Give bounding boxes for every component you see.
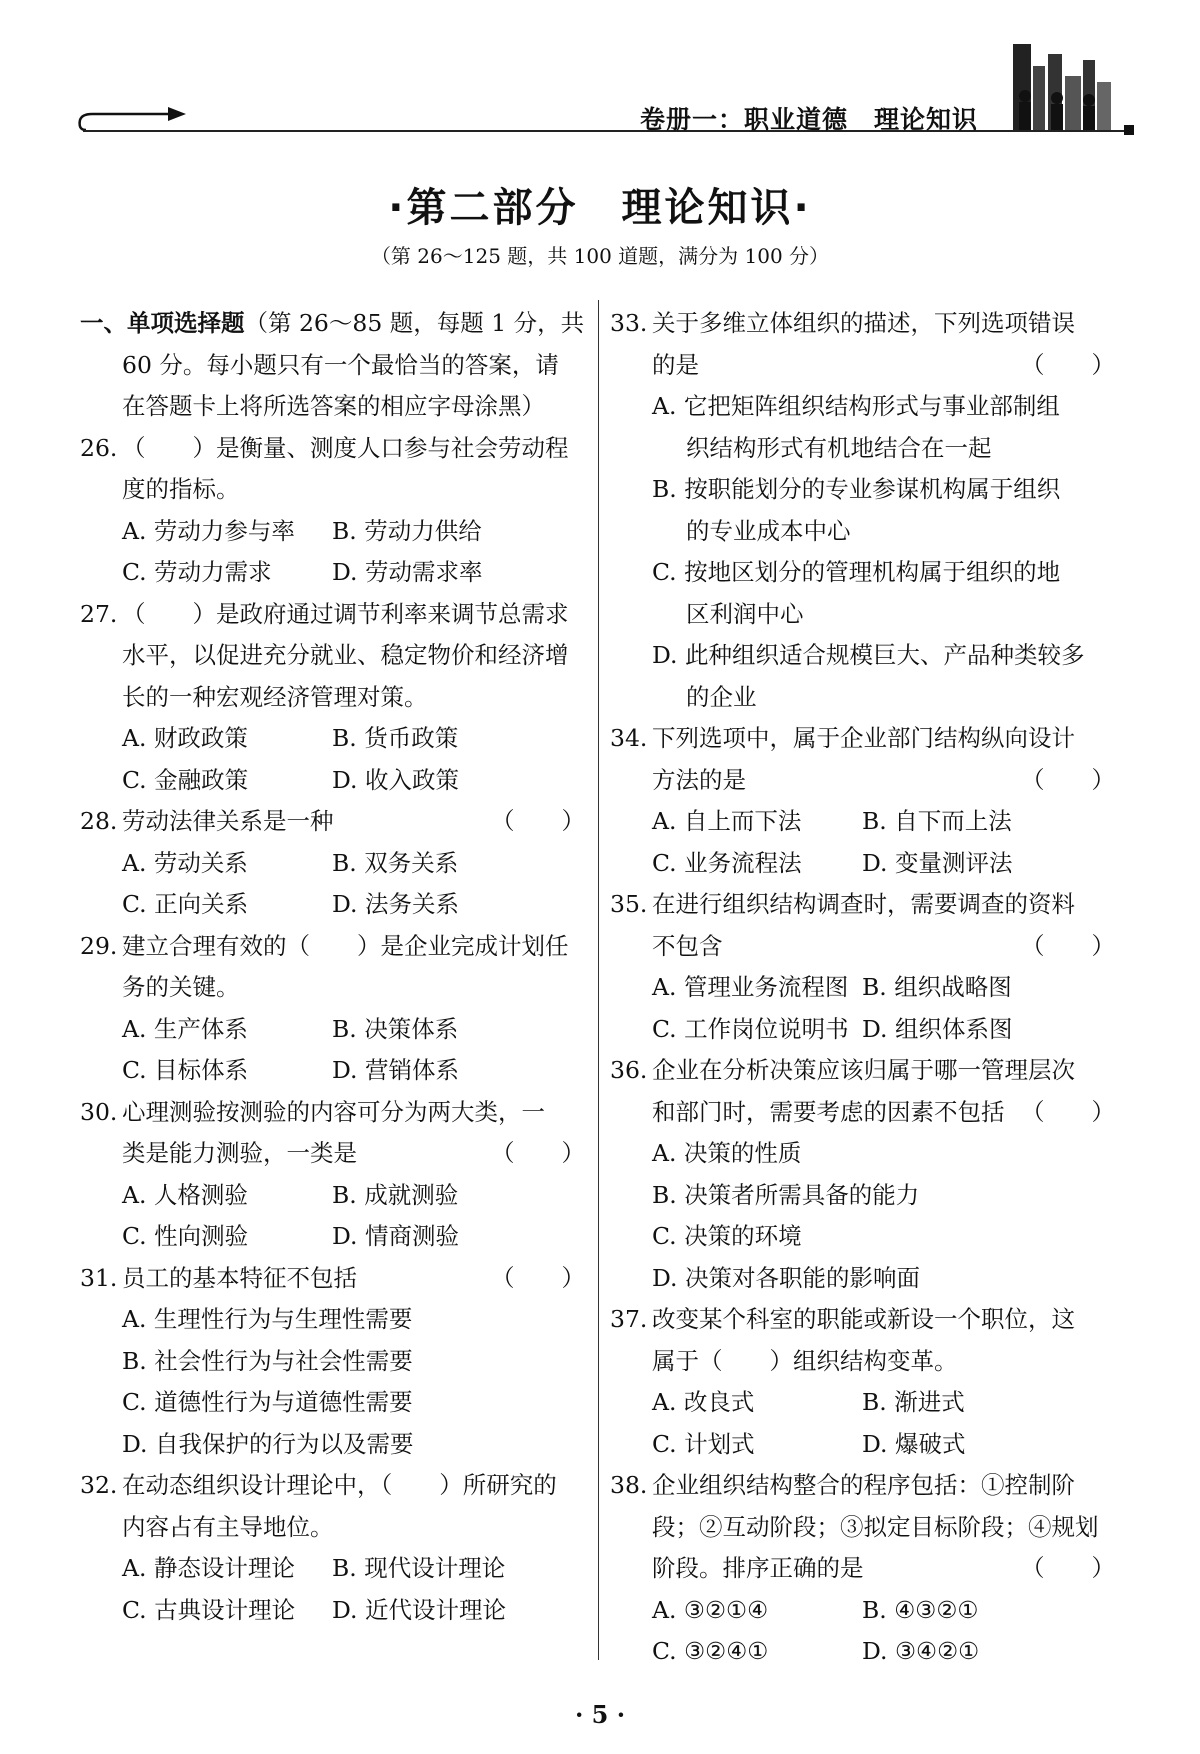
option-d: D. 情商测验 [332, 1222, 459, 1250]
question-text: 阶段。排序正确的是 [652, 1554, 864, 1582]
answer-blank: （ ） [699, 1346, 793, 1375]
question-26 [80, 428, 585, 470]
question-34 [610, 718, 1115, 760]
section-desc-2: 60 分。每小题只有一个最恰当的答案，请 [122, 350, 559, 379]
option-b: B. 自下而上法 [862, 807, 1012, 835]
option-d: D. 爆破式 [862, 1429, 966, 1458]
question-text-cont: 务的关键。 [122, 973, 240, 1001]
question-35 [610, 884, 1115, 926]
column-divider [598, 300, 599, 1660]
header-square-mark [1124, 125, 1134, 135]
options-row [610, 1590, 1115, 1632]
answer-blank: （ ） [286, 931, 381, 960]
option-b: B. ④③②① [862, 1595, 979, 1624]
option-c: C. 正向关系 [122, 890, 249, 918]
options-row [610, 1631, 1115, 1673]
options-row [80, 843, 585, 885]
question-number: 27. [80, 599, 118, 628]
question-text-cont: 长的一种宏观经济管理对策。 [122, 682, 428, 711]
option-d: D. 营销体系 [332, 1056, 459, 1084]
question-number: 29. [80, 931, 118, 960]
question-text-cont: 度的指标。 [122, 475, 240, 503]
option-c: C. 古典设计理论 [122, 1595, 296, 1624]
question-text: 是政府通过调节利率来调节总需求 [216, 599, 569, 628]
option-a: A. 劳动关系 [122, 848, 248, 877]
option-a: A. 财政政策 [122, 724, 248, 752]
question-text-cont [610, 1548, 1115, 1590]
section-desc-3: 在答题卡上将所选答案的相应字母涂黑） [122, 392, 545, 420]
arrow-icon [78, 104, 188, 132]
option-c: C. 按地区划分的管理机构属于组织的地 [652, 558, 1061, 586]
option-d: D. 组织体系图 [862, 1014, 1013, 1043]
question-text-cont [610, 1341, 1115, 1383]
option-d: D. 法务关系 [332, 890, 459, 918]
question-number: 35. [610, 890, 648, 918]
option-a: A. 它把矩阵组织结构形式与事业部制组 [652, 392, 1060, 420]
option-d: D. 劳动需求率 [332, 558, 483, 586]
options-row [80, 1590, 585, 1632]
answer-paren: （ ） [1021, 931, 1115, 960]
right-column [610, 303, 1115, 1673]
options-row [80, 718, 585, 760]
options-row [80, 1175, 585, 1217]
options-row [80, 760, 585, 802]
answer-paren: （ ） [1021, 350, 1115, 379]
question-text: 改变某个科室的职能或新设一个职位，这 [652, 1305, 1075, 1333]
question-text: 关于多维立体组织的描述，下列选项错误 [652, 309, 1075, 337]
option-c: C. 计划式 [652, 1429, 755, 1458]
question-text: 的是 [652, 350, 699, 379]
answer-paren: （ ） [491, 807, 585, 835]
options-row [610, 843, 1115, 885]
option-b: B. 货币政策 [332, 724, 459, 752]
answer-blank: （ ） [380, 1471, 463, 1499]
question-text: 劳动法律关系是一种 [122, 807, 334, 835]
option-c: C. ③②④① [652, 1637, 769, 1665]
question-number: 33. [610, 309, 648, 337]
question-text: 是衡量、测度人口参与社会劳动程 [216, 433, 569, 462]
answer-blank: （ ） [122, 433, 216, 462]
question-text: 在进行组织结构调查时，需要调查的资料 [652, 890, 1075, 918]
options-row [610, 967, 1115, 1009]
page-header [78, 36, 1128, 146]
options-row [80, 511, 585, 553]
option-a-cont: 织结构形式有机地结合在一起 [686, 433, 992, 462]
question-27 [80, 594, 585, 636]
option-b: B. 成就测验 [332, 1180, 459, 1209]
question-31 [80, 1258, 585, 1300]
option-d-cont: 的企业 [686, 682, 757, 711]
question-text: 组织结构变革。 [793, 1346, 958, 1375]
option-a: A. 静态设计理论 [122, 1554, 295, 1582]
option-b: B. 决策者所需具备的能力 [652, 1180, 920, 1209]
options-row [610, 801, 1115, 843]
header-title: 卷册一：职业道德 理论知识 [639, 105, 978, 134]
options-row [610, 1424, 1115, 1466]
question-number: 38. [610, 1471, 648, 1499]
section-heading [80, 303, 585, 345]
section-desc-1: （第 26～85 题，每题 1 分，共 [244, 309, 585, 337]
option-a: A. 管理业务流程图 [652, 973, 849, 1001]
options-row [80, 1050, 585, 1092]
question-text: 员工的基本特征不包括 [122, 1263, 357, 1292]
option-b: B. 双务关系 [332, 848, 459, 877]
question-number: 36. [610, 1056, 648, 1084]
option-a: A. 劳动力参与率 [122, 516, 295, 545]
question-number: 30. [80, 1097, 118, 1126]
question-text: 所研究的 [462, 1471, 557, 1499]
question-text: 心理测验按测验的内容可分为两大类，一 [122, 1097, 545, 1126]
options-row [80, 884, 585, 926]
answer-paren: （ ） [491, 1139, 585, 1167]
option-b: B. 组织战略图 [862, 973, 1012, 1001]
option-a: A. 决策的性质 [652, 1139, 802, 1167]
answer-paren: （ ） [1021, 765, 1115, 794]
options-row [80, 1548, 585, 1590]
question-number: 31. [80, 1263, 118, 1292]
question-text-cont [610, 345, 1115, 387]
question-text: 下列选项中，属于企业部门结构纵向设计 [652, 724, 1075, 752]
option-c: C. 性向测验 [122, 1222, 249, 1250]
question-text-cont [80, 1133, 585, 1175]
question-text-cont [610, 926, 1115, 968]
option-c: C. 工作岗位说明书 [652, 1014, 849, 1043]
option-a: A. 生理性行为与生理性需要 [122, 1305, 413, 1333]
option-b: B. 渐进式 [862, 1388, 965, 1416]
question-37 [610, 1299, 1115, 1341]
option-c: C. 业务流程法 [652, 848, 802, 877]
answer-paren: （ ） [491, 1263, 585, 1292]
option-d: D. 此种组织适合规模巨大、产品种类较多 [652, 641, 1085, 669]
option-c: C. 目标体系 [122, 1056, 249, 1084]
answer-blank: （ ） [122, 599, 216, 628]
option-d: D. 变量测评法 [862, 848, 1013, 877]
question-number: 37. [610, 1305, 648, 1333]
option-c-cont: 区利润中心 [686, 599, 804, 628]
question-text: 是企业完成计划任 [380, 931, 569, 960]
question-30 [80, 1092, 585, 1134]
option-d: D. ③④②① [862, 1637, 980, 1665]
option-b: B. 劳动力供给 [332, 516, 482, 545]
question-text-cont: 水平，以促进充分就业、稳定物价和经济增 [122, 641, 569, 669]
page-subtitle: （第 26～125 题，共 100 道题，满分为 100 分） [370, 244, 830, 268]
question-text: 企业组织结构整合的程序包括：①控制阶 [652, 1471, 1075, 1499]
question-text: 在动态组织设计理论中， [122, 1471, 381, 1499]
option-b-cont: 的专业成本中心 [686, 516, 851, 545]
option-a: A. 自上而下法 [652, 807, 802, 835]
question-33 [610, 303, 1115, 345]
left-column [80, 303, 585, 1631]
options-row [80, 552, 585, 594]
question-38 [610, 1465, 1115, 1507]
page-number: · 5 · [574, 1700, 626, 1729]
page-title: ·第二部分 理论知识· [388, 185, 812, 231]
option-c: C. 金融政策 [122, 765, 249, 794]
answer-paren: （ ） [1021, 1097, 1115, 1126]
question-text: 建立合理有效的 [122, 931, 287, 960]
question-number: 26. [80, 433, 118, 462]
question-text-cont [610, 1092, 1115, 1134]
question-text-cont [610, 760, 1115, 802]
question-text: 方法的是 [652, 765, 746, 794]
option-a: A. 改良式 [652, 1388, 755, 1416]
option-d: D. 自我保护的行为以及需要 [122, 1429, 414, 1458]
question-36 [610, 1050, 1115, 1092]
option-a: A. 生产体系 [122, 1014, 248, 1043]
question-text: 属于 [652, 1346, 699, 1375]
question-text: 企业在分析决策应该归属于哪一管理层次 [652, 1056, 1075, 1084]
option-b: B. 按职能划分的专业参谋机构属于组织 [652, 475, 1061, 503]
option-d: D. 收入政策 [332, 765, 459, 794]
options-row [610, 1382, 1115, 1424]
option-d: D. 近代设计理论 [332, 1595, 506, 1624]
question-number: 32. [80, 1471, 118, 1499]
question-32 [80, 1465, 585, 1507]
option-d: D. 决策对各职能的影响面 [652, 1263, 920, 1292]
question-number: 28. [80, 807, 118, 835]
city-buildings-people-icon [993, 36, 1128, 136]
option-c: C. 劳动力需求 [122, 558, 272, 586]
option-b: B. 决策体系 [332, 1014, 459, 1043]
option-b: B. 社会性行为与社会性需要 [122, 1346, 413, 1375]
option-c: C. 决策的环境 [652, 1222, 802, 1250]
option-a: A. ③②①④ [652, 1595, 769, 1624]
option-c: C. 道德性行为与道德性需要 [122, 1388, 413, 1416]
question-text: 和部门时，需要考虑的因素不包括 [652, 1097, 1005, 1126]
question-number: 34. [610, 724, 648, 752]
question-28 [80, 801, 585, 843]
answer-paren: （ ） [1021, 1554, 1115, 1582]
question-text-cont: 内容占有主导地位。 [122, 1512, 334, 1541]
options-row [80, 1009, 585, 1051]
section-label: 一、单项选择题 [80, 309, 245, 337]
question-text-cont: 段；②互动阶段；③拟定目标阶段；④规划 [652, 1512, 1099, 1541]
question-29 [80, 926, 585, 968]
question-text: 类是能力测验，一类是 [122, 1139, 357, 1167]
options-row [80, 1216, 585, 1258]
option-a: A. 人格测验 [122, 1180, 248, 1209]
question-text: 不包含 [652, 931, 723, 960]
option-b: B. 现代设计理论 [332, 1554, 506, 1582]
options-row [610, 1009, 1115, 1051]
